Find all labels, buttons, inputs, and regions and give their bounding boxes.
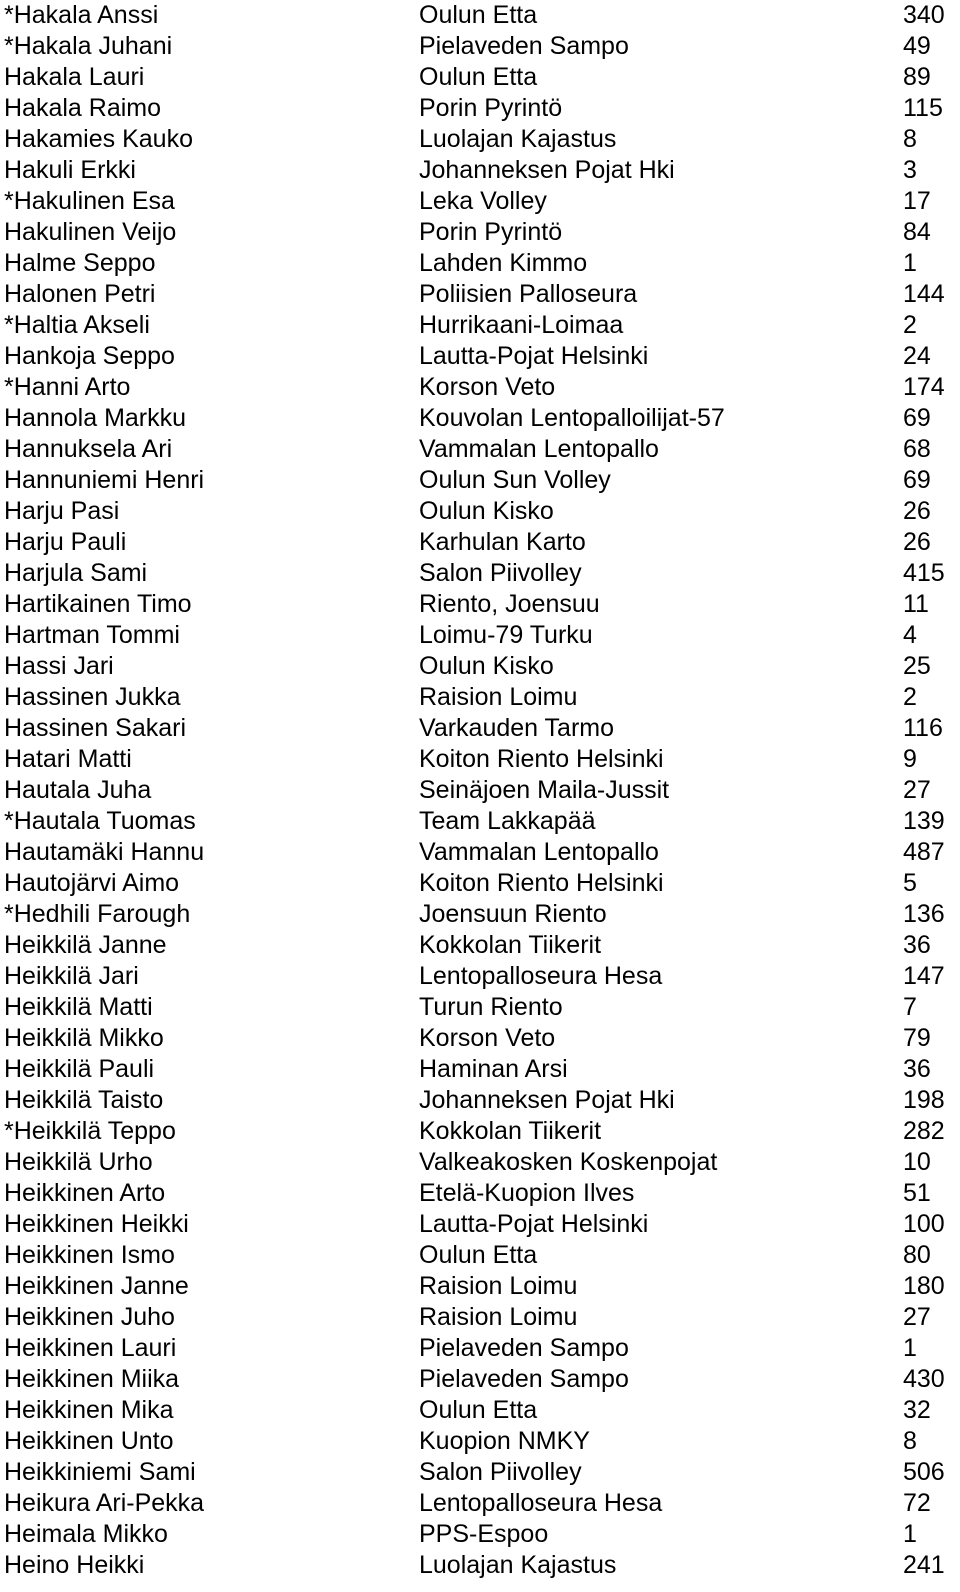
list-item [0, 1519, 960, 1550]
club-name: Luolajan Kajastus [419, 125, 617, 153]
player-name: Heimala Mikko [4, 1520, 168, 1548]
match-count: 24 [903, 342, 931, 370]
player-name: Hakamies Kauko [4, 125, 193, 153]
list-item [0, 372, 960, 403]
list-item [0, 1457, 960, 1488]
match-count: 26 [903, 497, 931, 525]
club-name: Raision Loimu [419, 1303, 578, 1331]
player-name: *Heikkilä Teppo [4, 1117, 176, 1145]
club-name: Vammalan Lentopallo [419, 838, 659, 866]
match-count: 5 [903, 869, 917, 897]
list-item [0, 1054, 960, 1085]
list-item [0, 651, 960, 682]
match-count: 69 [903, 466, 931, 494]
player-name: Heikkilä Jari [4, 962, 139, 990]
list-item [0, 1302, 960, 1333]
list-item [0, 279, 960, 310]
match-count: 3 [903, 156, 917, 184]
player-name: Hakala Raimo [4, 94, 162, 122]
club-name: Porin Pyrintö [419, 94, 563, 122]
player-name: *Hedhili Farough [4, 900, 191, 928]
player-name: *Hakala Anssi [4, 1, 159, 29]
club-name: Varkauden Tarmo [419, 714, 615, 742]
club-name: Pielaveden Sampo [419, 32, 629, 60]
club-name: Korson Veto [419, 1024, 556, 1052]
club-name: Hurrikaani-Loimaa [419, 311, 624, 339]
club-name: Porin Pyrintö [419, 218, 563, 246]
club-name: Raision Loimu [419, 1272, 578, 1300]
list-item [0, 558, 960, 589]
player-name: Heikkilä Urho [4, 1148, 153, 1176]
match-count: 147 [903, 962, 945, 990]
player-name: Heikkinen Juho [4, 1303, 175, 1331]
club-name: Leka Volley [419, 187, 547, 215]
match-count: 415 [903, 559, 945, 587]
club-name: Karhulan Karto [419, 528, 586, 556]
match-count: 136 [903, 900, 945, 928]
match-count: 26 [903, 528, 931, 556]
match-count: 8 [903, 1427, 917, 1455]
player-name: Heikkilä Janne [4, 931, 167, 959]
player-name: Heikkinen Lauri [4, 1334, 177, 1362]
club-name: Salon Piivolley [419, 559, 582, 587]
player-name: Halonen Petri [4, 280, 156, 308]
list-item [0, 682, 960, 713]
match-count: 7 [903, 993, 917, 1021]
list-item [0, 775, 960, 806]
match-count: 4 [903, 621, 917, 649]
player-name: Hannola Markku [4, 404, 187, 432]
club-name: Seinäjoen Maila-Jussit [419, 776, 670, 804]
match-count: 2 [903, 311, 917, 339]
list-item [0, 1023, 960, 1054]
club-name: Salon Piivolley [419, 1458, 582, 1486]
club-name: Loimu-79 Turku [419, 621, 593, 649]
match-count: 36 [903, 931, 931, 959]
club-name: Koiton Riento Helsinki [419, 869, 664, 897]
club-name: Kouvolan Lentopalloilijat-57 [419, 404, 725, 432]
club-name: Oulun Etta [419, 1241, 538, 1269]
player-name: Heino Heikki [4, 1551, 145, 1579]
list-item [0, 217, 960, 248]
club-name: Oulun Etta [419, 63, 538, 91]
list-item [0, 496, 960, 527]
match-count: 11 [903, 590, 929, 618]
club-name: Team Lakkapää [419, 807, 596, 835]
club-name: Johanneksen Pojat Hki [419, 156, 675, 184]
list-item [0, 434, 960, 465]
list-item [0, 124, 960, 155]
match-count: 2 [903, 683, 917, 711]
player-name: Harjula Sami [4, 559, 148, 587]
player-name: Heikkinen Arto [4, 1179, 166, 1207]
club-name: Valkeakosken Koskenpojat [419, 1148, 718, 1176]
list-item [0, 527, 960, 558]
match-count: 1 [903, 1520, 917, 1548]
match-count: 100 [903, 1210, 945, 1238]
list-item [0, 31, 960, 62]
match-count: 80 [903, 1241, 931, 1269]
club-name: Vammalan Lentopallo [419, 435, 659, 463]
match-count: 72 [903, 1489, 931, 1517]
list-item [0, 155, 960, 186]
club-name: Johanneksen Pojat Hki [419, 1086, 675, 1114]
match-count: 27 [903, 776, 931, 804]
club-name: Pielaveden Sampo [419, 1334, 629, 1362]
list-item [0, 837, 960, 868]
list-item [0, 1426, 960, 1457]
match-count: 36 [903, 1055, 931, 1083]
list-item [0, 899, 960, 930]
club-name: Luolajan Kajastus [419, 1551, 617, 1579]
player-name: Hannuksela Ari [4, 435, 173, 463]
club-name: Etelä-Kuopion Ilves [419, 1179, 635, 1207]
player-name: Hartman Tommi [4, 621, 180, 649]
player-name: Heikkilä Matti [4, 993, 153, 1021]
list-item [0, 465, 960, 496]
match-count: 1 [903, 1334, 917, 1362]
club-name: Poliisien Palloseura [419, 280, 638, 308]
list-item [0, 1209, 960, 1240]
list-item [0, 620, 960, 651]
match-count: 51 [903, 1179, 931, 1207]
list-item [0, 1147, 960, 1178]
player-name: Harju Pauli [4, 528, 127, 556]
match-count: 8 [903, 125, 917, 153]
player-name: Heikura Ari-Pekka [4, 1489, 205, 1517]
match-count: 198 [903, 1086, 945, 1114]
list-item [0, 248, 960, 279]
match-count: 79 [903, 1024, 931, 1052]
list-item [0, 62, 960, 93]
club-name: Riento, Joensuu [419, 590, 600, 618]
list-item [0, 713, 960, 744]
player-name: *Hakulinen Esa [4, 187, 175, 215]
player-name: Heikkilä Pauli [4, 1055, 155, 1083]
player-name: Heikkinen Ismo [4, 1241, 175, 1269]
player-name: Hassinen Jukka [4, 683, 181, 711]
player-name: Halme Seppo [4, 249, 156, 277]
player-name: Hautojärvi Aimo [4, 869, 180, 897]
club-name: Lahden Kimmo [419, 249, 588, 277]
player-name: Hankoja Seppo [4, 342, 175, 370]
club-name: Oulun Sun Volley [419, 466, 611, 494]
match-count: 139 [903, 807, 945, 835]
club-name: Oulun Etta [419, 1396, 538, 1424]
match-count: 282 [903, 1117, 945, 1145]
club-name: Oulun Etta [419, 1, 538, 29]
list-item [0, 1085, 960, 1116]
match-count: 69 [903, 404, 931, 432]
list-item [0, 806, 960, 837]
match-count: 9 [903, 745, 917, 773]
list-item [0, 930, 960, 961]
match-count: 10 [903, 1148, 931, 1176]
club-name: Raision Loimu [419, 683, 578, 711]
club-name: Kuopion NMKY [419, 1427, 590, 1455]
match-count: 25 [903, 652, 931, 680]
player-name: Heikkiniemi Sami [4, 1458, 196, 1486]
list-item [0, 1116, 960, 1147]
match-count: 89 [903, 63, 931, 91]
list-item [0, 310, 960, 341]
player-name: Heikkinen Unto [4, 1427, 174, 1455]
match-count: 49 [903, 32, 931, 60]
match-count: 430 [903, 1365, 945, 1393]
player-name: Heikkilä Taisto [4, 1086, 164, 1114]
club-name: PPS-Espoo [419, 1520, 549, 1548]
player-name: *Hakala Juhani [4, 32, 173, 60]
club-name: Haminan Arsi [419, 1055, 568, 1083]
match-count: 144 [903, 280, 945, 308]
player-name: Hartikainen Timo [4, 590, 192, 618]
match-count: 115 [903, 94, 943, 122]
club-name: Kokkolan Tiikerit [419, 1117, 602, 1145]
list-item [0, 1333, 960, 1364]
match-count: 506 [903, 1458, 945, 1486]
club-name: Oulun Kisko [419, 652, 554, 680]
club-name: Korson Veto [419, 373, 556, 401]
list-item [0, 1178, 960, 1209]
list-item [0, 341, 960, 372]
club-name: Lentopalloseura Hesa [419, 1489, 663, 1517]
match-count: 241 [903, 1551, 945, 1579]
match-count: 487 [903, 838, 945, 866]
player-name: Hatari Matti [4, 745, 132, 773]
player-name: Heikkinen Heikki [4, 1210, 189, 1238]
match-count: 1 [903, 249, 917, 277]
list-item [0, 992, 960, 1023]
match-count: 116 [903, 714, 943, 742]
list-item [0, 93, 960, 124]
match-count: 68 [903, 435, 931, 463]
player-name: Heikkinen Miika [4, 1365, 180, 1393]
player-name: *Hautala Tuomas [4, 807, 196, 835]
player-name: Hakala Lauri [4, 63, 145, 91]
list-item [0, 1550, 960, 1581]
club-name: Lentopalloseura Hesa [419, 962, 663, 990]
match-count: 174 [903, 373, 945, 401]
match-count: 180 [903, 1272, 945, 1300]
list-item [0, 186, 960, 217]
player-name: Hakulinen Veijo [4, 218, 177, 246]
club-name: Oulun Kisko [419, 497, 554, 525]
player-name: Heikkilä Mikko [4, 1024, 164, 1052]
match-count: 32 [903, 1396, 931, 1424]
player-name: *Haltia Akseli [4, 311, 150, 339]
list-item [0, 0, 960, 31]
player-name: Hassi Jari [4, 652, 114, 680]
list-item [0, 961, 960, 992]
player-name: Hautala Juha [4, 776, 152, 804]
player-name: Hautamäki Hannu [4, 838, 205, 866]
match-count: 340 [903, 1, 945, 29]
list-item [0, 744, 960, 775]
club-name: Pielaveden Sampo [419, 1365, 629, 1393]
club-name: Joensuun Riento [419, 900, 607, 928]
club-name: Kokkolan Tiikerit [419, 931, 602, 959]
player-name: Heikkinen Mika [4, 1396, 174, 1424]
player-name: Harju Pasi [4, 497, 120, 525]
list-item [0, 1488, 960, 1519]
player-name: Hannuniemi Henri [4, 466, 205, 494]
list-item [0, 1271, 960, 1302]
list-item [0, 1240, 960, 1271]
player-name: Hassinen Sakari [4, 714, 187, 742]
club-name: Turun Riento [419, 993, 563, 1021]
match-count: 17 [903, 187, 931, 215]
list-item [0, 1395, 960, 1426]
player-name: *Hanni Arto [4, 373, 131, 401]
club-name: Lautta-Pojat Helsinki [419, 1210, 649, 1238]
list-item [0, 868, 960, 899]
player-name: Heikkinen Janne [4, 1272, 189, 1300]
club-name: Koiton Riento Helsinki [419, 745, 664, 773]
list-item [0, 1364, 960, 1395]
club-name: Lautta-Pojat Helsinki [419, 342, 649, 370]
list-item [0, 589, 960, 620]
match-count: 84 [903, 218, 931, 246]
player-name: Hakuli Erkki [4, 156, 136, 184]
match-count: 27 [903, 1303, 931, 1331]
list-item [0, 403, 960, 434]
